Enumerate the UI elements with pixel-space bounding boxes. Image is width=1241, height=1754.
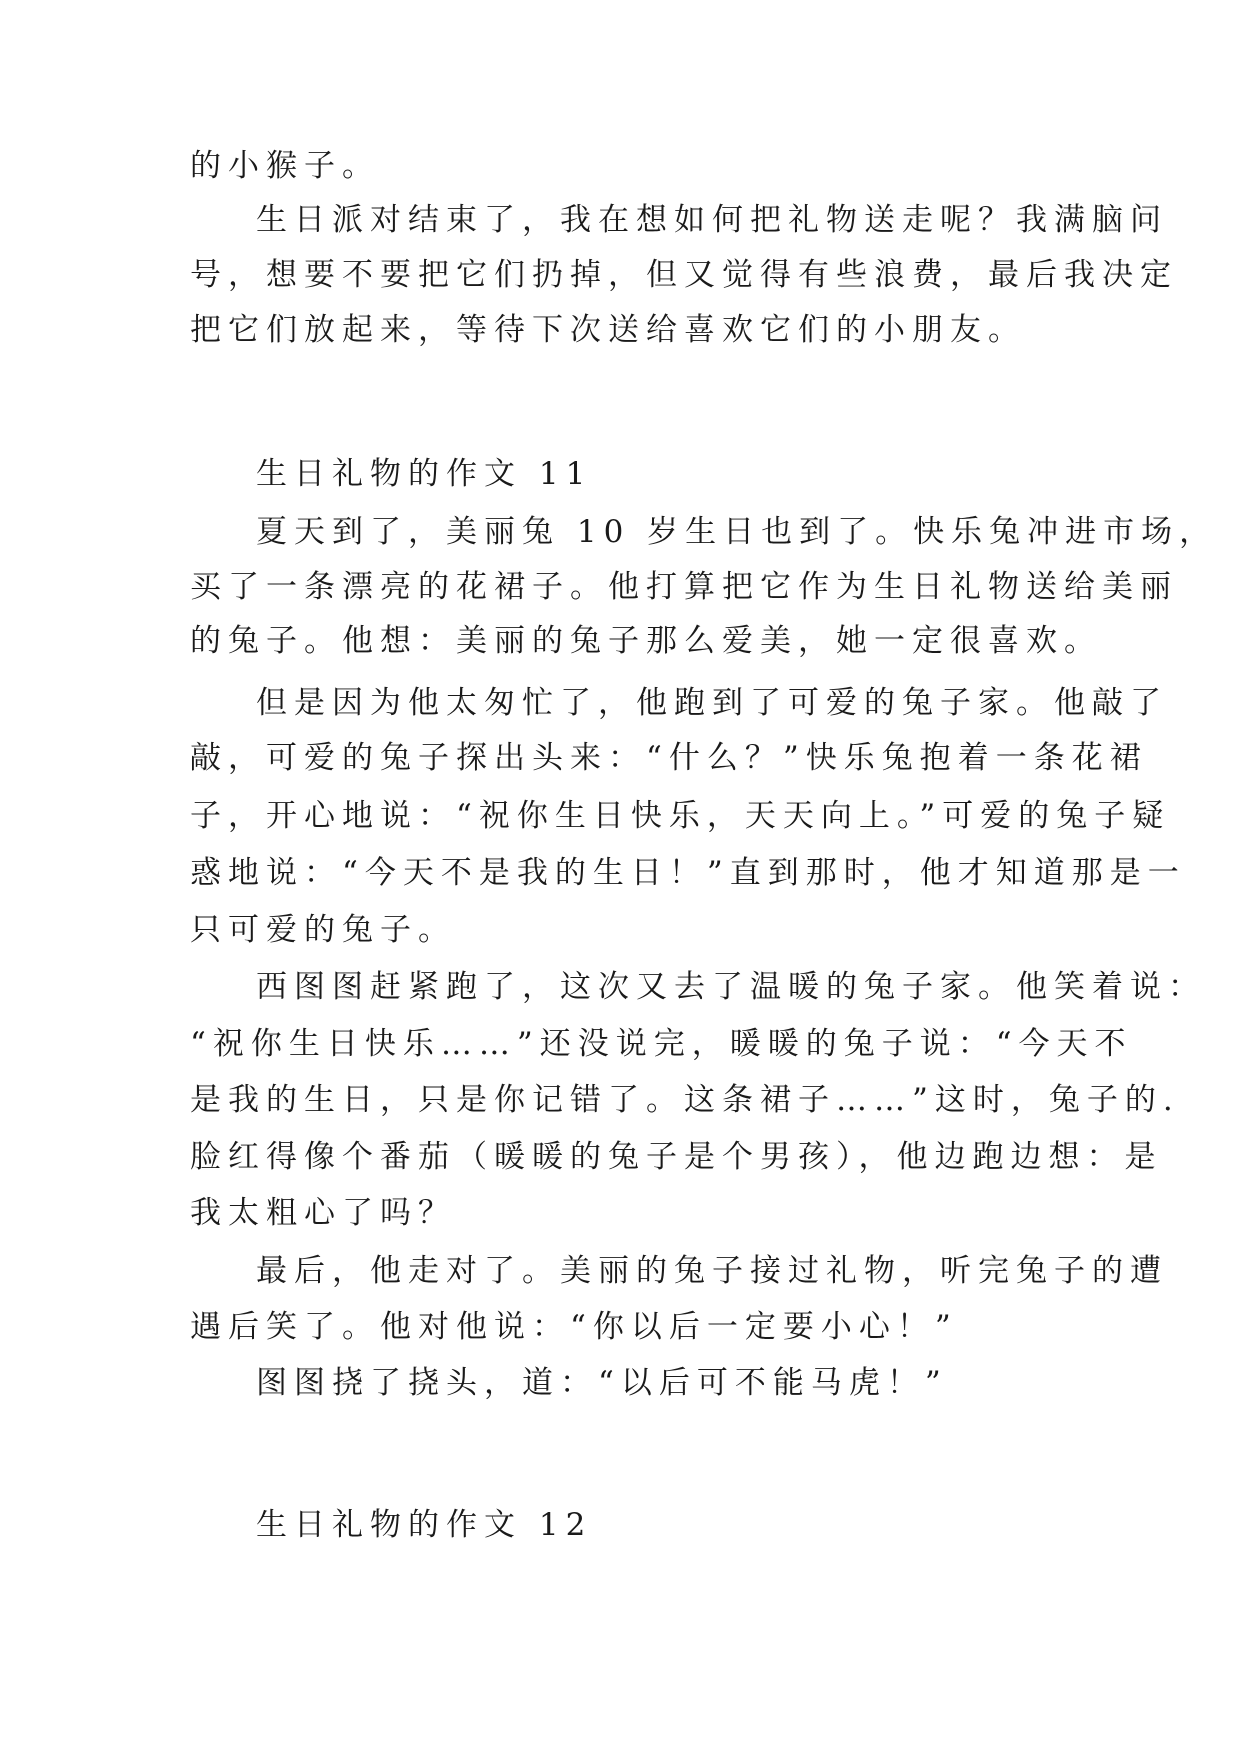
text-line: “祝你生日快乐……”还没说完，暖暖的兔子说：“今天不 bbox=[190, 1026, 1133, 1062]
text-line: 号，想要不要把它们扔掉，但又觉得有些浪费，最后我决定 bbox=[190, 257, 1178, 293]
paragraph-start: 最后，他走对了。美丽的兔子接过礼物，听完兔子的遭 bbox=[256, 1253, 1168, 1289]
text-line: 遇后笑了。他对他说：“你以后一定要小心！” bbox=[190, 1309, 958, 1345]
text-line: 把它们放起来，等待下次送给喜欢它们的小朋友。 bbox=[190, 312, 1026, 348]
paragraph-start: 但是因为他太匆忙了，他跑到了可爱的兔子家。他敲了 bbox=[256, 685, 1168, 721]
text-line: 是我的生日，只是你记错了。这条裙子……”这时，兔子的. bbox=[190, 1082, 1180, 1118]
text-line: 买了一条漂亮的花裙子。他打算把它作为生日礼物送给美丽 bbox=[190, 569, 1178, 605]
section-heading: 生日礼物的作文 11 bbox=[256, 456, 593, 492]
section-heading: 生日礼物的作文 12 bbox=[256, 1507, 593, 1543]
text-line: 的小猴子。 bbox=[190, 148, 380, 184]
paragraph-start: 图图挠了挠头，道：“以后可不能马虎！” bbox=[256, 1365, 948, 1401]
paragraph-start: 生日派对结束了，我在想如何把礼物送走呢？我满脑问 bbox=[256, 202, 1168, 238]
text-line: 只可爱的兔子。 bbox=[190, 912, 456, 948]
paragraph-start: 西图图赶紧跑了，这次又去了温暖的兔子家。他笑着说： bbox=[256, 969, 1206, 1005]
text-line: 脸红得像个番茄（暖暖的兔子是个男孩），他边跑边想：是 bbox=[190, 1139, 1163, 1175]
paragraph-start: 夏天到了，美丽兔 10 岁生日也到了。快乐兔冲进市场， bbox=[256, 514, 1218, 550]
text-line: 子，开心地说：“祝你生日快乐，天天向上。”可爱的兔子疑 bbox=[190, 798, 1171, 834]
text-line: 惑地说：“今天不是我的生日！”直到那时，他才知道那是一 bbox=[190, 855, 1186, 891]
text-line: 敲，可爱的兔子探出头来：“什么？”快乐兔抱着一条花裙 bbox=[190, 740, 1148, 776]
text-line: 我太粗心了吗？ bbox=[190, 1195, 456, 1231]
text-line: 的兔子。他想：美丽的兔子那么爱美，她一定很喜欢。 bbox=[190, 623, 1102, 659]
